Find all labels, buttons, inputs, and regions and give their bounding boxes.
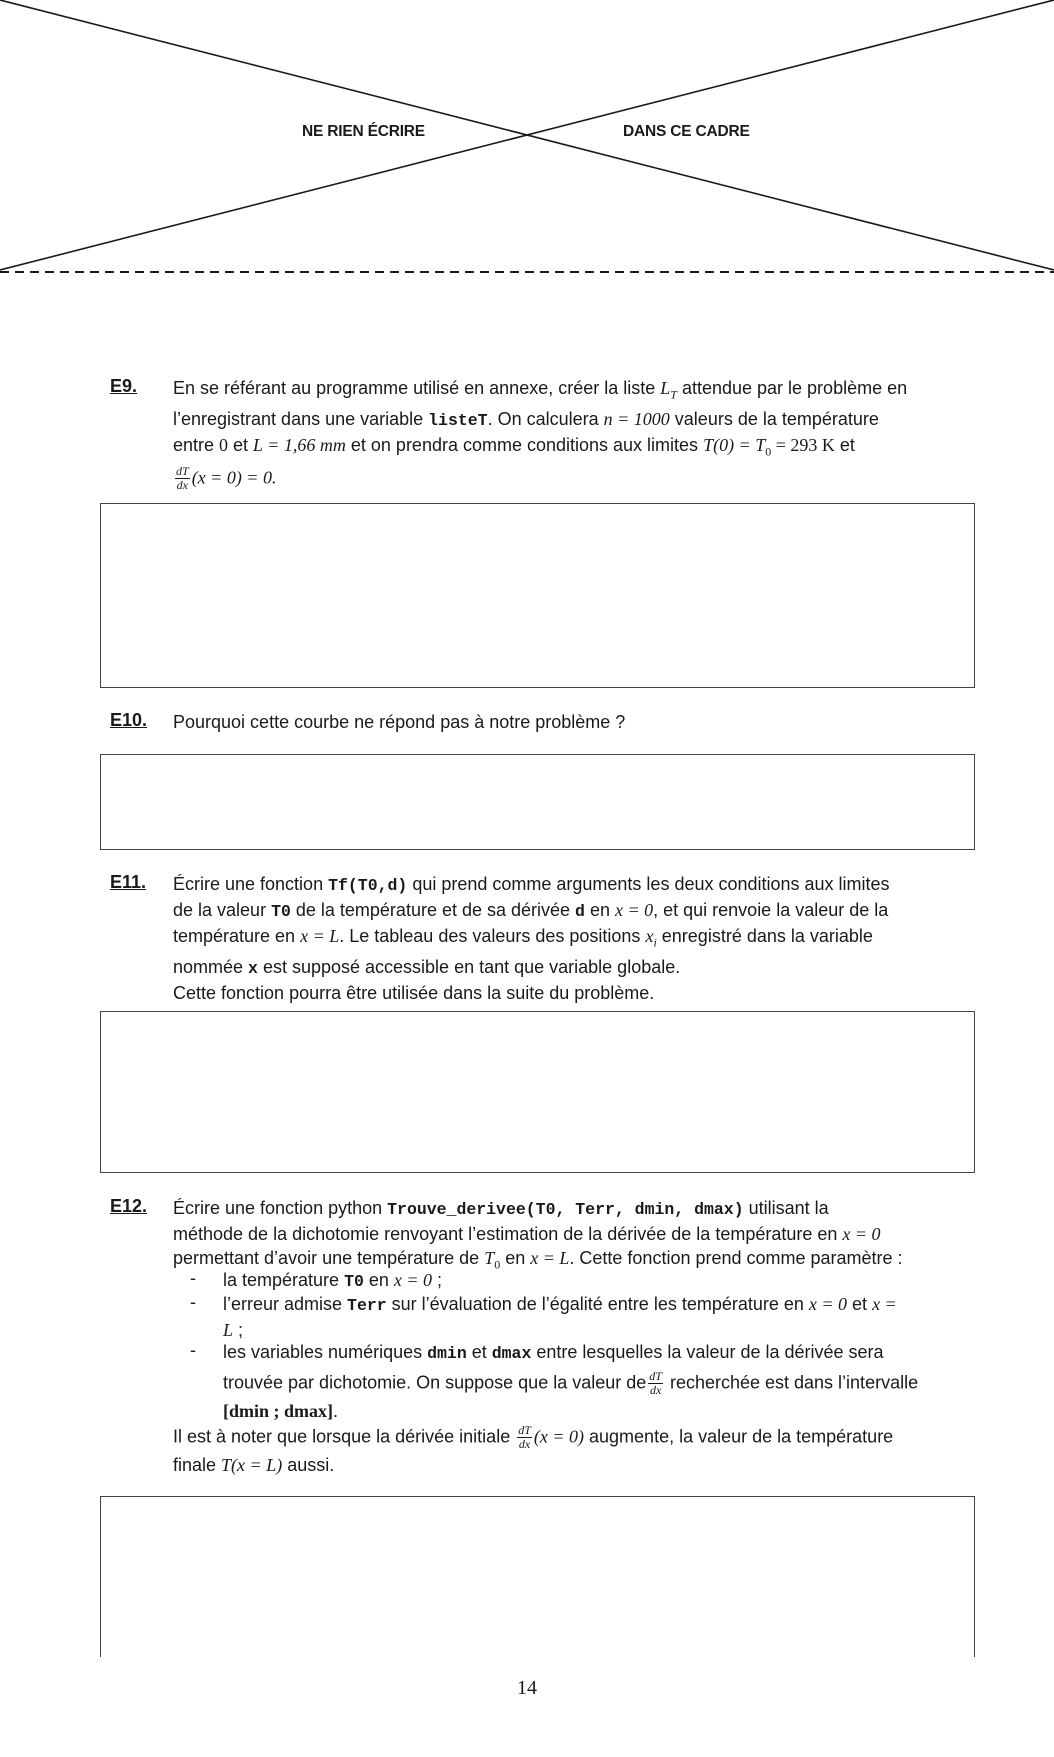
bullet-dash: - xyxy=(190,1340,196,1360)
answer-box-e9[interactable] xyxy=(100,503,975,688)
no-write-frame xyxy=(0,0,1054,280)
header-right-text: DANS CE CADRE xyxy=(623,123,750,140)
question-e11-text: Écrire une fonction Tf(T0,d) qui prend comme arguments les deux conditions aux limites de la valeur T0 de la température et de sa dérivée d en x = 0, et qui renvoie la valeur de la température en x = L. Le tableau des valeurs des positions $x_i$ enregistré dans la variable nommée x est supposé accessible en tant que variable globale. Cette fonction pourra être utilisée dans la suite du problème. xyxy=(173,874,890,1003)
question-number-e11: E11. xyxy=(110,872,147,892)
bullet-item-dmin-dmax: les variables numériques dmin et dmax entre lesquelles la valeur de la dérivée sera trouvée par dichotomie. On suppose que la valeur de $\frac{dT}{dx}$ recherchée est dans l’intervalle [dmin ; dmax]. xyxy=(223,1342,919,1421)
bullet-dash: - xyxy=(190,1268,196,1288)
bullet-item-t0: la température T0 en x = 0 ; xyxy=(223,1270,443,1291)
question-number-e9: E9. xyxy=(110,376,138,396)
derivative-fraction: $\frac{dT}{dx}$ xyxy=(518,1423,531,1451)
bullet-dash: - xyxy=(190,1292,196,1312)
question-number-e10: E10. xyxy=(110,710,148,730)
answer-box-e12[interactable] xyxy=(100,1496,975,1657)
derivative-fraction: $\frac{dT}{dx}$ xyxy=(649,1369,662,1397)
question-e10-text: Pourquoi cette courbe ne répond pas à notre problème ? xyxy=(173,712,626,732)
header-left-text: NE RIEN ÉCRIRE xyxy=(302,123,425,140)
derivative-fraction: $\frac{dT}{dx}$ xyxy=(176,464,189,493)
question-e12-intro: Écrire une fonction python Trouve_derivee(T0, Terr, dmin, dmax) utilisant la méthode de la dichotomie renvoyant l’estimation de la dérivée de la température en x = 0 permettant d’avoir une température de $T_0$ en x = L. Cette fonction prend comme paramètre : xyxy=(173,1198,903,1272)
bullet-item-terr: l’erreur admise Terr sur l’évaluation de l’égalité entre les température en x = 0 et x = L ; xyxy=(223,1294,897,1340)
page-number: 14 xyxy=(517,1677,537,1699)
answer-box-e11[interactable] xyxy=(100,1011,975,1173)
question-number-e12: E12. xyxy=(110,1196,148,1216)
question-e9-text: En se référant au programme utilisé en annexe, créer la liste $L_T$ attendue par le problème en l’enregistrant dans une variable listeT. On calculera n = 1000 valeurs de la température entre 0 et L = 1,66 mm et on prendra comme conditions aux limites $T(0) = T_0 = 293$ K et $\frac{dT}{dx}$ (x = 0) = 0. xyxy=(173,378,908,493)
question-e12-note: Il est à noter que lorsque la dérivée initiale $\frac{dT}{dx}$ (x = 0) augmente, la valeur de la température finale T(x = L) aussi. xyxy=(173,1423,894,1475)
answer-box-e10[interactable] xyxy=(100,754,975,850)
